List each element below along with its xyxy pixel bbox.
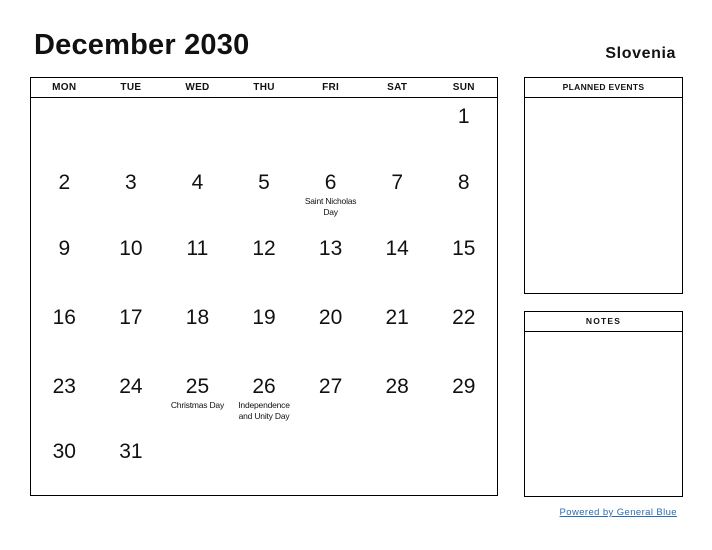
day-cell[interactable]: [98, 163, 165, 229]
day-cell[interactable]: [364, 229, 431, 298]
day-number: 8: [457, 171, 470, 194]
planned-events-title: PLANNED EVENTS: [525, 78, 682, 98]
day-number: 21: [385, 306, 409, 329]
day-number: 19: [252, 306, 276, 329]
day-number: 12: [252, 237, 276, 260]
notes-panel: [524, 311, 683, 497]
day-number: 6: [324, 171, 337, 194]
day-number: 25: [185, 375, 210, 398]
day-cell: [31, 97, 98, 163]
holiday-label: Independence and Unity Day: [238, 400, 290, 421]
day-cell[interactable]: [231, 229, 298, 298]
day-cell: [364, 97, 431, 163]
day-cell[interactable]: [231, 367, 298, 432]
week-row: [31, 367, 497, 432]
day-number: 29: [452, 375, 476, 398]
day-number: 7: [391, 171, 404, 194]
day-cell[interactable]: [364, 298, 431, 367]
weeks-container: [31, 97, 497, 495]
day-cell[interactable]: [164, 298, 231, 367]
day-cell[interactable]: [297, 367, 364, 432]
day-cell: [364, 432, 431, 497]
day-cell: [98, 97, 165, 163]
notes-title: NOTES: [525, 312, 682, 332]
day-cell[interactable]: [297, 298, 364, 367]
day-cell[interactable]: [164, 229, 231, 298]
day-cell[interactable]: [430, 298, 497, 367]
weekday-sat: SAT: [387, 82, 408, 93]
weekday-wed: WED: [185, 82, 210, 93]
calendar-title: December 2030: [34, 29, 250, 61]
weekday-header: [31, 78, 497, 98]
day-cell[interactable]: [31, 367, 98, 432]
day-number: 20: [318, 306, 343, 329]
week-row: [31, 229, 497, 298]
day-number: 3: [125, 171, 137, 194]
weekday-sun: SUN: [452, 82, 475, 93]
planned-events-panel: [524, 77, 683, 294]
day-cell[interactable]: [430, 97, 497, 163]
powered-by-link[interactable]: Powered by General Blue: [559, 507, 677, 518]
day-number: 9: [58, 237, 71, 260]
day-cell: [430, 432, 497, 497]
day-number: 15: [452, 237, 476, 260]
day-cell[interactable]: [231, 163, 298, 229]
day-cell[interactable]: [98, 229, 165, 298]
holiday-label: Saint Nicholas Day: [304, 196, 357, 217]
day-cell[interactable]: [430, 229, 497, 298]
day-number: 27: [318, 375, 343, 398]
day-number: 17: [119, 306, 143, 329]
weekday-mon: MON: [52, 82, 77, 93]
day-number: 24: [119, 375, 143, 398]
day-cell[interactable]: [31, 163, 98, 229]
day-number: 4: [191, 171, 204, 194]
day-cell[interactable]: [364, 367, 431, 432]
day-cell[interactable]: [430, 367, 497, 432]
day-cell: [297, 97, 364, 163]
country-label: Slovenia: [605, 45, 676, 62]
day-cell[interactable]: [98, 432, 165, 497]
day-cell[interactable]: [31, 229, 98, 298]
day-number: 1: [457, 105, 470, 128]
day-number: 2: [58, 171, 71, 194]
day-cell[interactable]: [297, 229, 364, 298]
day-number: 23: [52, 375, 76, 398]
day-number: 10: [119, 237, 143, 260]
day-number: 11: [186, 237, 209, 260]
day-number: 22: [452, 306, 476, 329]
day-cell[interactable]: [31, 298, 98, 367]
day-cell[interactable]: [164, 163, 231, 229]
day-cell[interactable]: [98, 298, 165, 367]
day-number: 16: [52, 306, 76, 329]
week-row: [31, 298, 497, 367]
day-cell[interactable]: [231, 298, 298, 367]
weekday-fri: FRI: [322, 82, 340, 93]
day-cell: [164, 432, 231, 497]
weekday-tue: TUE: [120, 82, 142, 93]
day-cell: [164, 97, 231, 163]
day-number: 18: [185, 306, 210, 329]
week-row: [31, 432, 497, 497]
day-number: 31: [119, 440, 143, 463]
day-cell: [231, 97, 298, 163]
day-cell[interactable]: [430, 163, 497, 229]
day-number: 26: [252, 375, 276, 398]
day-number: 5: [258, 171, 270, 194]
day-cell[interactable]: [297, 163, 364, 229]
day-cell[interactable]: [364, 163, 431, 229]
day-number: 13: [318, 237, 343, 260]
month-grid: [30, 77, 498, 496]
day-cell[interactable]: [31, 432, 98, 497]
day-cell: [231, 432, 298, 497]
day-number: 14: [385, 237, 409, 260]
week-row: [31, 97, 497, 163]
day-number: 30: [52, 440, 76, 463]
day-cell: [297, 432, 364, 497]
day-number: 28: [385, 375, 409, 398]
weekday-thu: THU: [253, 82, 275, 93]
week-row: [31, 163, 497, 229]
day-cell[interactable]: [164, 367, 231, 432]
day-cell[interactable]: [98, 367, 165, 432]
holiday-label: Christmas Day: [170, 400, 224, 410]
